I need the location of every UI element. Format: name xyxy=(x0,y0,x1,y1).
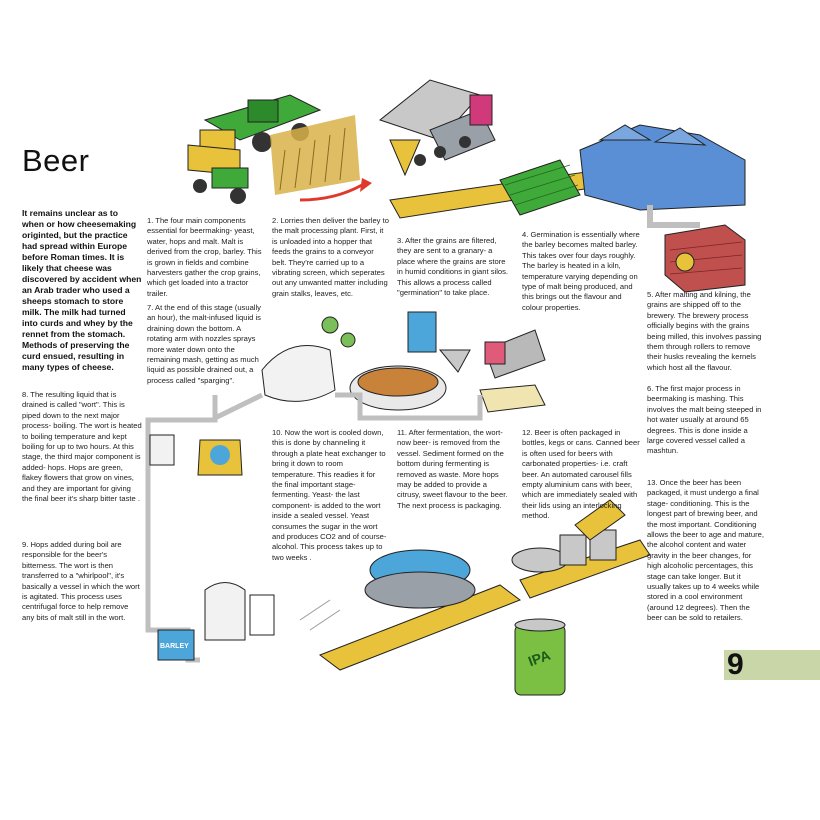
kiln-drawing xyxy=(665,225,745,292)
mashtun-drawing xyxy=(350,366,446,410)
page-number: 9 xyxy=(727,648,744,681)
step-12-text: 12. Beer is often packaged in bottles, kegs or cans. Canned beer is often used for beers with carbonated properties- i.e. craft beer. An automated carousel fills empty aluminium cans with beer, which are immediately sealed with their lids using an interlocking method. xyxy=(522,428,640,521)
step-3-text: 3. After the grains are filtered, they are sent to a granary- a place where the grains are store in humid conditions in giant silos. This allows a process called "germination" to take place. xyxy=(397,236,509,298)
wheat-field-drawing xyxy=(270,115,360,195)
page-title: Beer xyxy=(22,143,90,178)
flow-arrow-head xyxy=(360,178,372,192)
step-11-text: 11. After fermentation, the wort- now beer- is removed from the vessel. Sediment formed on the bottom during fermenting is removed as waste. More hops may be added to provide a citrusy, sweet flavour to the beer. The next process is packaging. xyxy=(397,428,508,510)
step-9-text: 9. Hops added during boil are responsible for the beer's bitterness. The wort is then transferred to a "whirlpool", it's basically a vessel in which the wort is agitated. This process uses centrifugal force to help remove any bits of malt still in the wort. xyxy=(22,540,140,622)
barley-sack-label: BARLEY xyxy=(160,643,189,650)
can-label: IPA xyxy=(525,646,553,670)
step-13-text: 13. Once the beer has been packaged, it must undergo a final stage- conditioning. This is the longest part of brewing beer, and the most important. Conditioning allows the beer to age and mature, the alcohol content and water gravity in the beer changes, for high alcoholic percentages, this stage can take longer. But it usually takes up to 4 weeks while stored in a cool environment (around 12 degrees). Then the beer can be sold to retailers. xyxy=(647,478,764,623)
granary-building-drawing xyxy=(580,125,745,210)
step-1-text: 1. The four main components essential for beermaking- yeast, water, hops and malt. Malt is derived from the crop, barley. This is grown in fields and combine harvesters gather the crop grains, which get loaded into a tractor trailer. xyxy=(147,216,262,298)
tractor-trailer-drawing xyxy=(188,145,248,204)
lauter-tank-drawing xyxy=(262,346,335,402)
step-4-text: 4. Germination is essentially where the barley becomes malted barley. This takes over four days roughly. The barley is heated in a kiln, temperature varying depending on type of malt being produced, and this brings out the flavour and colour properties. xyxy=(522,230,640,312)
step-10-text: 10. Now the wort is cooled down, this is done by channeling it through a plate heat exchanger to bring it down to room temperature. This readies it for the final important stage- fermenting. Yeast- the last component- is added to the wort inside a sealed vessel. Yeast consumes the sugar in the wort and produces CO2 and of course- alcohol. This process takes up to two weeks . xyxy=(272,428,387,562)
intro-paragraph: It remains unclear as to when or how cheesemaking originted, but the practice had spread within Europe before Roman times. It is likely that cheese was discovered by accident when an Arab trader who used a sheeps stomach to store milk. The milk had turned into curds and whey by the rennet from the stomach. Methods of preserving the curd ensued, resulting in many types of cheese. xyxy=(22,208,142,372)
conveyor-belt-drawing xyxy=(390,160,610,218)
lorry-unloading-drawing xyxy=(380,80,495,175)
boiling-vessel-drawing xyxy=(150,435,242,475)
step-7-text: 7. At the end of this stage (usually an hour), the malt-infused liquid is draining down the bottom. A rotating arm with nozzles sprays more water down onto the remaining mash, getting as much liquid as possible drained out, a process called "sparging". xyxy=(147,303,261,385)
hops-drawing xyxy=(322,317,355,347)
step-2-text: 2. Lorries then deliver the barley to the malt processing plant. First, it is unloaded into a hopper that feeds the grains to a conveyor belt. They're carried up to a vibrating screen, which seperates out any unwanted matter including grain stalks, leaves, etc. xyxy=(272,216,389,298)
step-6-text: 6. The first major process in beermaking is mashing. This involves the malt being steeped in hot water usually at around 65 degrees. This is done inside a large covered vessel called a mashtun. xyxy=(647,384,762,456)
step-8-text: 8. The resulting liquid that is drained is called "wort". This is piped down to the next major process- boiling. The wort is heated to boiling temperature and kept boiling for up to two hours. At this stage, the third major component is added- hops. Hops are green, flakey flowers that grow on vines, and they are important for giving the final beer it's sharp bitter taste . xyxy=(22,390,142,504)
step-5-text: 5. After malting and kilning, the grains are shipped off to the brewery. The brewery process officially begins with the grains being milled, this involves passing them through rollers to remove their husks revealing the kernels which host all the flavour. xyxy=(647,290,762,372)
